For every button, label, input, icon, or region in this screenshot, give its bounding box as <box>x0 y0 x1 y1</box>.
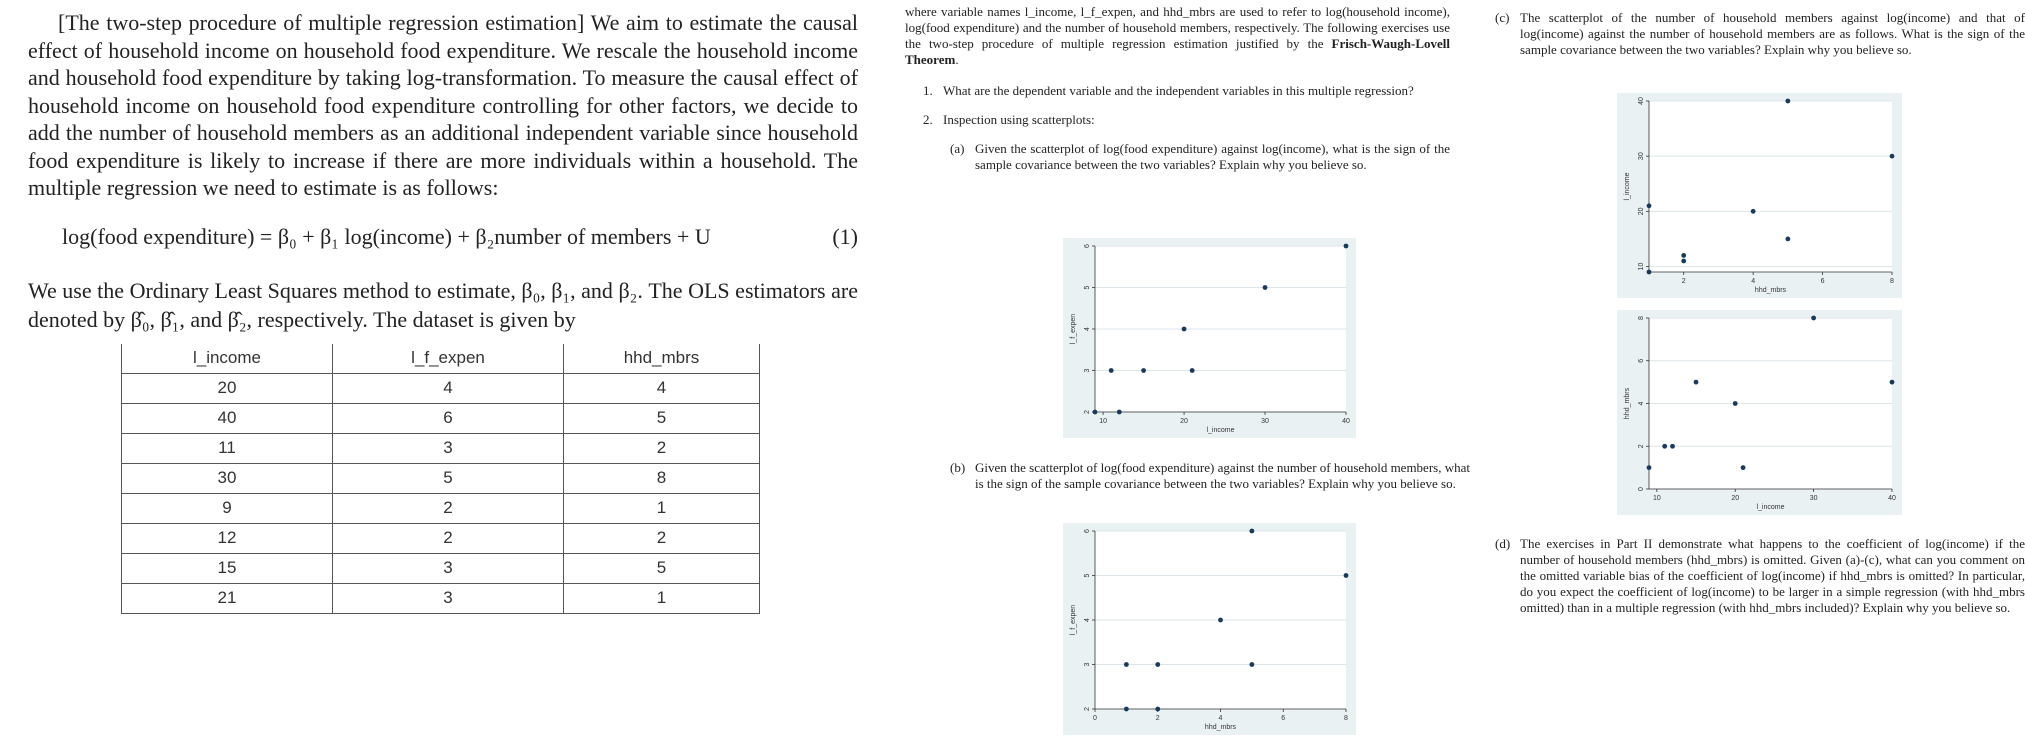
cell: 6 <box>333 403 564 433</box>
data-point <box>1785 237 1790 242</box>
cell: 1 <box>564 493 760 523</box>
question-2 <box>923 112 1450 128</box>
x-axis-label: l_income <box>1206 427 1235 434</box>
question-number: (c) <box>1495 10 1510 25</box>
scatterplot-c-svg <box>1617 93 1902 298</box>
question-text: The exercises in Part II demonstrate what happens to the coefficient of log(income) if the number of household members (hhd_mbrs) is omitted. Given (a)-(c), what can you comment on the omitted variable bias of the coefficient of log(income) if hhd_mbrs is omitted? In particular, do you expect the coefficient of log(income) to be larger in a simple regression (with hhd_mbrs omitted) than in a multiple regression (with hhd_mbrs included)? Explain why you believe so. <box>1520 536 2025 615</box>
y-tick-label: 40 <box>1638 97 1645 105</box>
scatterplot-a-svg <box>1063 238 1356 438</box>
intro-text: We aim to estimate the causal effect of household income on household food expenditure. We rescale the household income and household food expenditure by taking log-transformation. To measure the causal effect of household income on household food expenditure controlling for other factors, we decide to add the number of household members as an additional independent variable since household food expenditure is likely to increase if there are more individuals within a household. The multiple regression we need to estimate is as follows: <box>28 10 858 200</box>
section-heading: [The two-step procedure of multiple regression estimation] <box>58 10 585 35</box>
x-tick-label: 30 <box>1261 418 1269 425</box>
scatterplot-c <box>1617 93 1902 298</box>
where-text: where variable names l_income, l_f_expen, and hhd_mbrs are used to refer to log(household income), log(food expenditure) and the number of household members, respectively. The following exercises use the two-step procedure of multiple regression estimation justified by the <box>905 4 1450 51</box>
x-tick-label: 2 <box>1155 715 1160 722</box>
data-point <box>1647 270 1652 275</box>
x-tick-label: 40 <box>1342 418 1350 425</box>
x-tick-label: 10 <box>1099 418 1107 425</box>
cell: 2 <box>333 493 564 523</box>
data-point <box>1647 203 1652 208</box>
data-point <box>1662 444 1667 449</box>
y-tick-label: 6 <box>1084 529 1091 533</box>
data-point <box>1694 380 1699 385</box>
x-tick-label: 6 <box>1281 715 1286 722</box>
x-tick-label: 4 <box>1751 278 1756 285</box>
x-tick-label: 6 <box>1820 278 1825 285</box>
y-tick-label: 4 <box>1638 401 1645 406</box>
cell: 12 <box>122 523 333 553</box>
question-number: (a) <box>950 141 965 156</box>
cell: 9 <box>122 493 333 523</box>
cell: 1 <box>564 583 760 613</box>
data-point <box>1890 380 1895 385</box>
plot-area <box>1649 101 1892 272</box>
data-point <box>1344 573 1349 578</box>
data-point <box>1647 465 1652 470</box>
cell: 30 <box>122 463 333 493</box>
y-tick-label: 4 <box>1084 327 1091 331</box>
table-row <box>122 463 760 493</box>
data-point <box>1093 410 1098 415</box>
y-tick-label: 6 <box>1638 358 1645 363</box>
y-axis-label: l_f_expen <box>1070 313 1077 345</box>
x-tick-label: 8 <box>1890 278 1894 285</box>
question-number: (b) <box>950 460 966 475</box>
cell: 3 <box>333 433 564 463</box>
y-tick-label: 8 <box>1638 316 1645 320</box>
x-tick-label: 10 <box>1652 495 1661 502</box>
table-row <box>122 523 760 553</box>
data-point <box>1218 618 1223 623</box>
x-tick-label: 20 <box>1180 418 1188 425</box>
cell: 2 <box>564 433 760 463</box>
question-text: Inspection using scatterplots: <box>943 112 1095 127</box>
data-point <box>1681 253 1686 258</box>
data-point <box>1155 662 1160 667</box>
y-axis-label: hhd_mbrs <box>1624 387 1631 420</box>
cell: 3 <box>333 553 564 583</box>
cell: 11 <box>122 433 333 463</box>
x-tick-label: 4 <box>1218 715 1223 722</box>
question-number: 1. <box>923 83 933 98</box>
question-number: (d) <box>1495 536 1511 551</box>
x-tick-label: 2 <box>1681 278 1686 285</box>
data-point <box>1124 662 1129 667</box>
x-tick-label: 40 <box>1888 495 1896 502</box>
y-tick-label: 3 <box>1084 368 1091 373</box>
ols-paragraph: We use the Ordinary Least Squares method to estimate, β₀, β₁, and β₂. The OLS estimators are denoted by β̂₀, β̂₁, and β̂₂, respectively. The dataset is given by <box>28 277 858 332</box>
question-number: 2. <box>923 112 933 127</box>
cell: 21 <box>122 583 333 613</box>
x-tick-label: 30 <box>1809 495 1818 502</box>
table-row <box>122 553 760 583</box>
y-tick-label: 4 <box>1084 618 1091 622</box>
cell: 5 <box>564 553 760 583</box>
data-point <box>1249 662 1254 667</box>
question-2c <box>1495 10 2025 58</box>
header-hhd-mbrs: hhd_mbrs <box>564 344 760 374</box>
regression-equation <box>28 224 858 258</box>
cell: 40 <box>122 403 333 433</box>
y-tick-label: 3 <box>1084 662 1091 667</box>
data-point <box>1263 285 1268 290</box>
data-point <box>1681 259 1686 264</box>
y-tick-label: 30 <box>1638 152 1645 161</box>
data-point <box>1155 707 1160 712</box>
y-tick-label: 2 <box>1084 707 1091 711</box>
cell: 5 <box>564 403 760 433</box>
table-row <box>122 403 760 433</box>
header-l-income: l_income <box>122 344 333 374</box>
cell: 2 <box>564 523 760 553</box>
question-2a <box>950 141 1450 173</box>
header-l-f-expen: l_f_expen <box>333 344 564 374</box>
x-tick-label: 8 <box>1344 715 1348 722</box>
data-point <box>1741 465 1746 470</box>
variable-definitions: where variable names l_income, l_f_expen, and hhd_mbrs are used to refer to log(household income), log(food expenditure) and the number of household members, respectively. The following exercises use the two-step procedure of multiple regression estimation justified by the Frisch-Waugh-Lovell Theorem. <box>905 4 1450 67</box>
x-tick-label: 20 <box>1731 495 1740 502</box>
cell: 8 <box>564 463 760 493</box>
question-text: Given the scatterplot of log(food expenditure) against the number of household members, what is the sign of the sample covariance between the two variables? Explain why you believe so. <box>975 460 1470 491</box>
cell: 20 <box>122 373 333 403</box>
theorem-name: Frisch-Waugh-Lovell Theorem <box>905 36 1450 67</box>
dataset-table <box>121 344 760 614</box>
x-tick-label: 0 <box>1093 715 1097 722</box>
question-text: The scatterplot of the number of household members against log(income) and that of log(income) against the number of household members are as follows. What is the sign of the sample covariance between the two variables? Explain why you believe so. <box>1520 10 2025 57</box>
scatterplot-d-svg <box>1617 310 1902 515</box>
data-point <box>1785 99 1790 104</box>
cell: 3 <box>333 583 564 613</box>
data-point <box>1117 410 1122 415</box>
data-point <box>1182 327 1187 332</box>
equation-text: log(food expenditure) = β₀ + β₁ log(income) + β₂number of members + U <box>62 223 711 249</box>
data-point <box>1141 368 1146 373</box>
cell: 4 <box>333 373 564 403</box>
y-axis-label: l_income <box>1624 172 1631 201</box>
data-point <box>1890 154 1895 159</box>
y-axis-label: l_f_expen <box>1070 604 1077 636</box>
cell: 15 <box>122 553 333 583</box>
data-point <box>1751 209 1756 214</box>
data-point <box>1344 244 1349 249</box>
table-row <box>122 583 760 613</box>
y-tick-label: 0 <box>1638 487 1645 491</box>
scatterplot-b <box>1063 523 1356 735</box>
cell: 4 <box>564 373 760 403</box>
question-text: Given the scatterplot of log(food expenditure) against log(income), what is the sign of the sample covariance between the two variables? Explain why you believe so. <box>975 141 1450 172</box>
data-point <box>1811 316 1816 321</box>
data-point <box>1109 368 1114 373</box>
question-2d <box>1495 536 2025 616</box>
scatterplot-a <box>1063 238 1356 438</box>
data-point <box>1190 368 1195 373</box>
x-axis-label: l_income <box>1756 504 1785 511</box>
main-text-column <box>28 0 858 614</box>
y-tick-label: 6 <box>1084 244 1091 248</box>
scatterplot-b-svg <box>1063 523 1356 735</box>
table-header-row <box>122 344 760 374</box>
exercise-column-middle <box>905 0 1450 173</box>
question-1 <box>923 83 1450 99</box>
cell: 2 <box>333 523 564 553</box>
data-point <box>1670 444 1675 449</box>
y-tick-label: 5 <box>1084 285 1091 290</box>
table-row <box>122 493 760 523</box>
scatterplot-d <box>1617 310 1902 515</box>
x-axis-label: hhd_mbrs <box>1754 287 1787 294</box>
y-tick-label: 2 <box>1084 410 1091 414</box>
data-point <box>1733 401 1738 406</box>
equation-number: (1) <box>832 223 858 249</box>
table-row <box>122 373 760 403</box>
data-point <box>1124 707 1129 712</box>
y-tick-label: 5 <box>1084 573 1091 578</box>
question-2b <box>950 460 1470 492</box>
y-tick-label: 20 <box>1638 207 1645 216</box>
cell: 5 <box>333 463 564 493</box>
question-text: What are the dependent variable and the independent variables in this multiple regression? <box>943 83 1414 98</box>
y-tick-label: 2 <box>1638 444 1645 449</box>
intro-paragraph <box>28 9 858 202</box>
data-point <box>1249 529 1254 534</box>
x-axis-label: hhd_mbrs <box>1204 724 1237 731</box>
y-tick-label: 10 <box>1638 262 1645 271</box>
table-row <box>122 433 760 463</box>
